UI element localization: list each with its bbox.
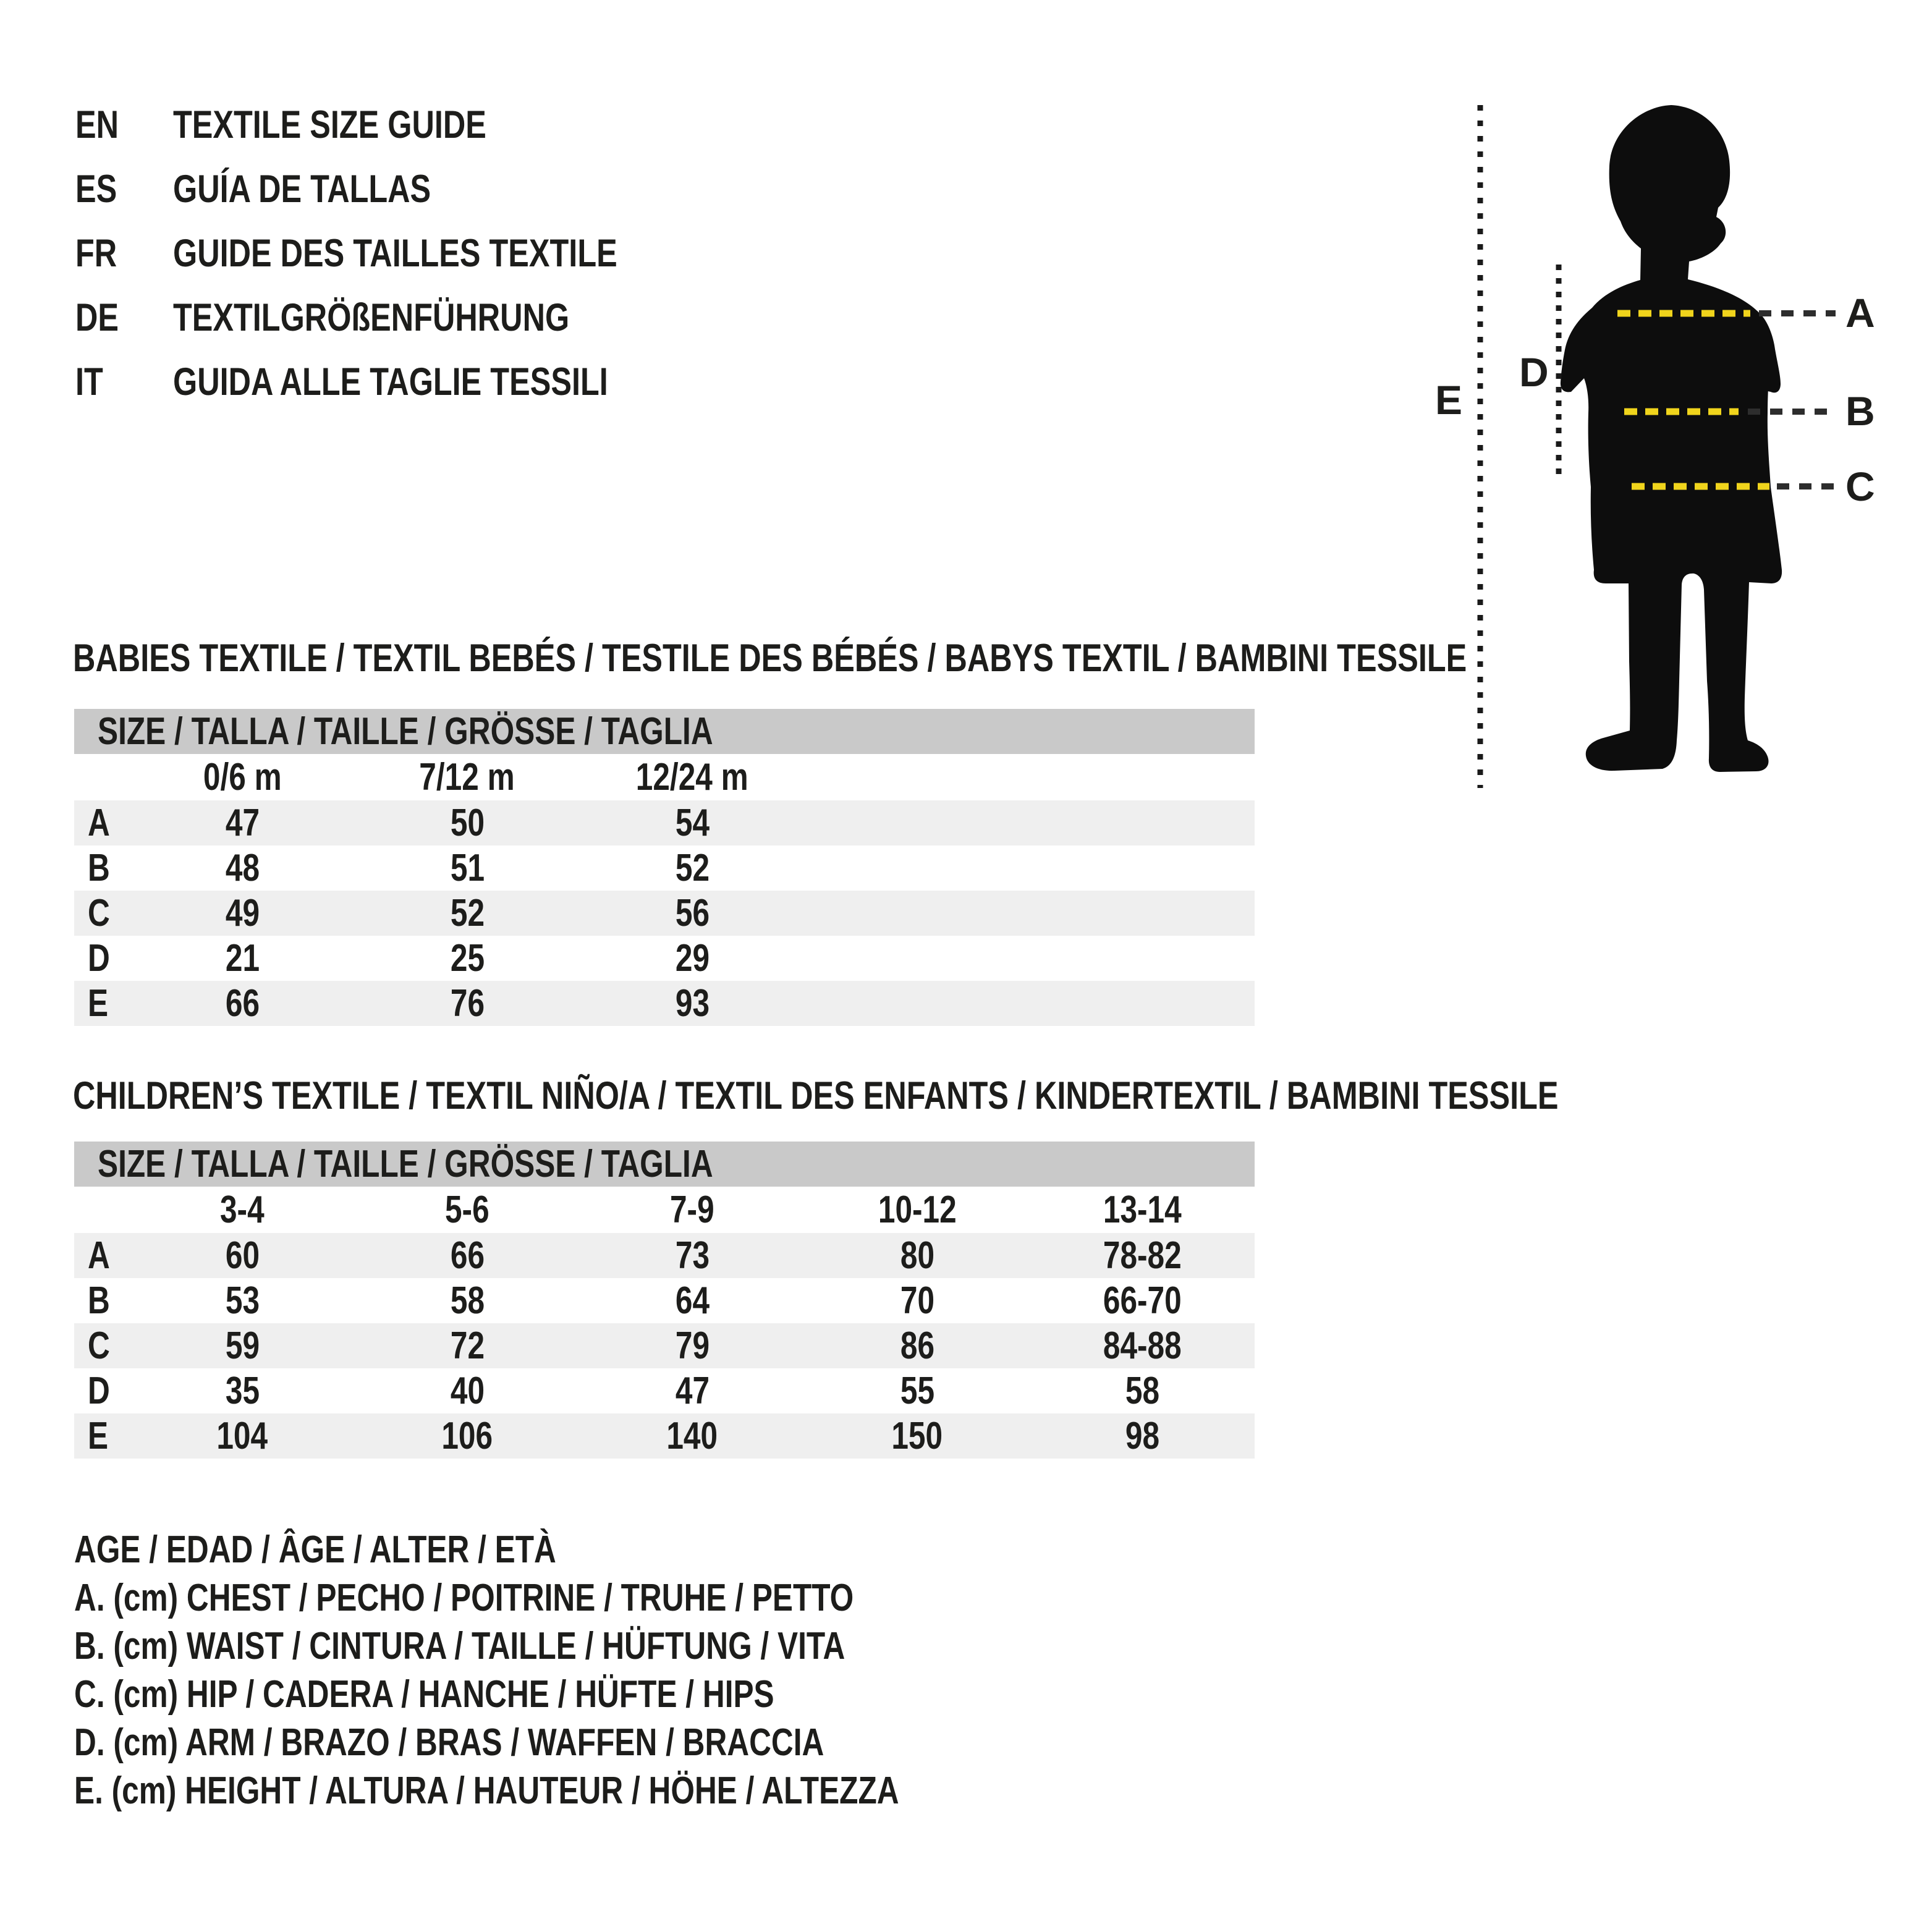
table-cell [130, 1234, 355, 1277]
row-label-text: E [88, 982, 109, 1025]
legend-line-arm [74, 1718, 1105, 1766]
lang-row-en [75, 93, 728, 157]
size-header-text: SIZE / TALLA / TAILLE / GRÖSSE / TAGLIA [98, 1143, 713, 1185]
measurement-legend [74, 1525, 1105, 1815]
cell-value: 72 [450, 1324, 485, 1367]
lang-code-text: FR [75, 232, 117, 275]
cell-value: 52 [450, 892, 485, 934]
table-cell [580, 1324, 805, 1368]
marker-label-A: A [1845, 290, 1875, 336]
table-cell [1030, 1414, 1255, 1458]
lang-code [75, 295, 173, 340]
table-cell [1030, 1279, 1255, 1323]
table-cell [580, 1279, 805, 1323]
lang-code [75, 103, 173, 147]
table-cell [580, 891, 805, 935]
legend-text: A. (cm) CHEST / PECHO / POITRINE / TRUHE / PETTO [74, 1576, 854, 1619]
table-row [74, 1233, 1255, 1278]
row-label [74, 1369, 130, 1413]
cell-value: 51 [450, 847, 485, 889]
cell-value: 70 [900, 1279, 934, 1322]
cell-value: 55 [900, 1370, 934, 1412]
table-cell [1030, 1369, 1255, 1413]
cell-value: 80 [900, 1234, 934, 1277]
cell-value: 58 [450, 1279, 485, 1322]
children-section-heading [73, 1074, 1930, 1117]
legend-text: B. (cm) WAIST / CINTURA / TAILLE / HÜFTUNG / VITA [74, 1624, 845, 1667]
cell-value: 66 [450, 1234, 485, 1277]
children-size-table [74, 1142, 1255, 1459]
row-label-text: B [88, 1279, 110, 1322]
table-cell [355, 1234, 580, 1277]
cell-value: 66 [225, 982, 260, 1025]
table-row [74, 1368, 1255, 1413]
table-cell [580, 981, 805, 1025]
page-title-es: GUÍA DE TALLAS [173, 167, 431, 211]
page-title-it: GUIDA ALLE TAGLIE TESSILI [173, 360, 608, 404]
table-cell [355, 936, 580, 980]
table-cell [130, 981, 355, 1025]
marker-label-C: C [1845, 464, 1875, 509]
cell-value: 58 [1125, 1370, 1159, 1412]
row-label [74, 981, 130, 1025]
cell-value: 54 [675, 802, 710, 844]
column-header-text: 5-6 [445, 1188, 489, 1231]
legend-line-chest [74, 1574, 1105, 1622]
lang-row-it [75, 350, 728, 414]
cell-value: 98 [1125, 1415, 1159, 1457]
table-cell [130, 1324, 355, 1368]
babies-size-header-bar [74, 709, 1255, 754]
row-label-text: A [88, 1234, 110, 1277]
lang-row-es [75, 157, 728, 221]
table-cell [805, 1234, 1030, 1277]
row-label [74, 1414, 130, 1458]
table-cell [580, 1234, 805, 1277]
lang-code-text: ES [75, 167, 117, 211]
table-cell [130, 1279, 355, 1323]
cell-value: 106 [441, 1415, 493, 1457]
row-label-text: C [88, 1324, 110, 1367]
legend-text: D. (cm) ARM / BRAZO / BRAS / WAFFEN / BRACCIA [74, 1721, 824, 1764]
column-header [1030, 1188, 1255, 1232]
table-cell [1030, 1234, 1255, 1277]
cell-value: 86 [900, 1324, 934, 1367]
page-title-fr: GUIDE DES TAILLES TEXTILE [173, 232, 617, 275]
marker-label-E: E [1435, 377, 1463, 423]
row-label [74, 801, 130, 845]
legend-text: AGE / EDAD / ÂGE / ALTER / ETÀ [74, 1528, 556, 1571]
language-title-block [75, 93, 728, 414]
table-cell [1030, 1324, 1255, 1368]
table-row [74, 1278, 1255, 1323]
table-cell [130, 801, 355, 845]
legend-line-waist [74, 1622, 1105, 1670]
children-size-header-bar [74, 1142, 1255, 1187]
table-cell [805, 1279, 1030, 1323]
row-label-text: D [88, 1370, 110, 1412]
measurement-figure [1409, 74, 1932, 791]
legend-line-age [74, 1525, 1105, 1574]
table-cell [355, 846, 580, 890]
marker-label-B: B [1845, 388, 1875, 434]
lang-code-text: EN [75, 103, 119, 146]
cell-value: 104 [216, 1415, 268, 1457]
babies-heading-text: BABIES TEXTILE / TEXTIL BEBÉS / TESTILE DES BÉBÉS / BABYS TEXTIL / BAMBINI TESSILE [73, 637, 1467, 680]
cell-value: 60 [225, 1234, 260, 1277]
page-title: TEXTILE SIZE GUIDE [173, 103, 486, 146]
babies-section-heading [73, 637, 1815, 680]
column-header [805, 1188, 1030, 1232]
lang-code [75, 167, 173, 211]
marker-label-D: D [1519, 349, 1549, 395]
column-header-text: 10-12 [878, 1188, 957, 1231]
lang-code-text: IT [75, 360, 103, 404]
table-row [74, 800, 1255, 845]
table-cell [130, 1414, 355, 1458]
cell-value: 140 [666, 1415, 718, 1457]
cell-value: 40 [450, 1370, 485, 1412]
table-cell [355, 1324, 580, 1368]
cell-value: 150 [891, 1415, 943, 1457]
table-cell [355, 801, 580, 845]
column-header [355, 1188, 580, 1232]
lang-code [75, 231, 173, 276]
cell-value: 48 [225, 847, 260, 889]
row-label [74, 936, 130, 980]
cell-value: 53 [225, 1279, 260, 1322]
cell-value: 78-82 [1103, 1234, 1182, 1277]
row-label [74, 1234, 130, 1277]
children-column-header-row [74, 1187, 1255, 1233]
table-cell [805, 1324, 1030, 1368]
column-header [580, 755, 805, 799]
row-label [74, 891, 130, 935]
cell-value: 73 [675, 1234, 710, 1277]
legend-text: C. (cm) HIP / CADERA / HANCHE / HÜFTE / HIPS [74, 1672, 774, 1716]
lang-row-de [75, 286, 728, 350]
cell-value: 59 [225, 1324, 260, 1367]
babies-column-header-row [74, 754, 1255, 800]
cell-value: 64 [675, 1279, 710, 1322]
table-cell [130, 936, 355, 980]
row-label-text: B [88, 847, 110, 889]
table-row [74, 981, 1255, 1026]
cell-value: 56 [675, 892, 710, 934]
page-title-de: TEXTILGRÖßENFÜHRUNG [173, 296, 570, 339]
legend-text: E. (cm) HEIGHT / ALTURA / HAUTEUR / HÖHE / ALTEZZA [74, 1769, 899, 1812]
column-header [355, 755, 580, 799]
table-cell [580, 1369, 805, 1413]
cell-value: 35 [225, 1370, 260, 1412]
table-row [74, 891, 1255, 936]
cell-value: 47 [225, 802, 260, 844]
cell-value: 50 [450, 802, 485, 844]
table-row [74, 936, 1255, 981]
table-cell [805, 1369, 1030, 1413]
table-cell [580, 936, 805, 980]
cell-value: 25 [450, 937, 485, 980]
row-label-text: C [88, 892, 110, 934]
table-row [74, 1323, 1255, 1368]
babies-size-table [74, 709, 1255, 1026]
cell-value: 76 [450, 982, 485, 1025]
table-cell [355, 981, 580, 1025]
cell-value: 47 [675, 1370, 710, 1412]
table-cell [355, 1279, 580, 1323]
column-header-text: 3-4 [220, 1188, 265, 1231]
column-header [580, 1188, 805, 1232]
column-header [130, 1188, 355, 1232]
column-header-text: 7/12 m [419, 756, 515, 799]
table-cell [355, 1369, 580, 1413]
row-label [74, 1279, 130, 1323]
row-label-text: A [88, 802, 110, 844]
children-heading-text: CHILDREN’S TEXTILE / TEXTIL NIÑO/A / TEXTIL DES ENFANTS / KINDERTEXTIL / BAMBINI TESSILE [73, 1074, 1559, 1117]
table-cell [130, 891, 355, 935]
cell-value: 93 [675, 982, 710, 1025]
column-header-text: 7-9 [670, 1188, 714, 1231]
row-label [74, 1324, 130, 1368]
cell-value: 21 [225, 937, 260, 980]
cell-value: 52 [675, 847, 710, 889]
legend-line-hip [74, 1670, 1105, 1718]
cell-value: 79 [675, 1324, 710, 1367]
table-cell [130, 846, 355, 890]
table-cell [355, 891, 580, 935]
column-header [130, 755, 355, 799]
table-cell [355, 1414, 580, 1458]
table-row [74, 1413, 1255, 1459]
table-cell [580, 801, 805, 845]
column-header-text: 13-14 [1103, 1188, 1182, 1231]
table-cell [805, 1414, 1030, 1458]
table-cell [130, 1369, 355, 1413]
cell-value: 29 [675, 937, 710, 980]
column-header-text: 12/24 m [635, 756, 748, 799]
table-row [74, 845, 1255, 891]
row-label [74, 846, 130, 890]
row-label-text: E [88, 1415, 109, 1457]
row-label-text: D [88, 937, 110, 980]
cell-value: 49 [225, 892, 260, 934]
table-cell [580, 846, 805, 890]
cell-value: 84-88 [1103, 1324, 1182, 1367]
size-header-text: SIZE / TALLA / TAILLE / GRÖSSE / TAGLIA [98, 710, 713, 753]
legend-line-height [74, 1766, 1105, 1815]
cell-value: 66-70 [1103, 1279, 1182, 1322]
table-cell [580, 1414, 805, 1458]
lang-row-fr [75, 221, 728, 286]
lang-code [75, 360, 173, 404]
lang-code-text: DE [75, 296, 119, 339]
column-header-text: 0/6 m [203, 756, 282, 799]
